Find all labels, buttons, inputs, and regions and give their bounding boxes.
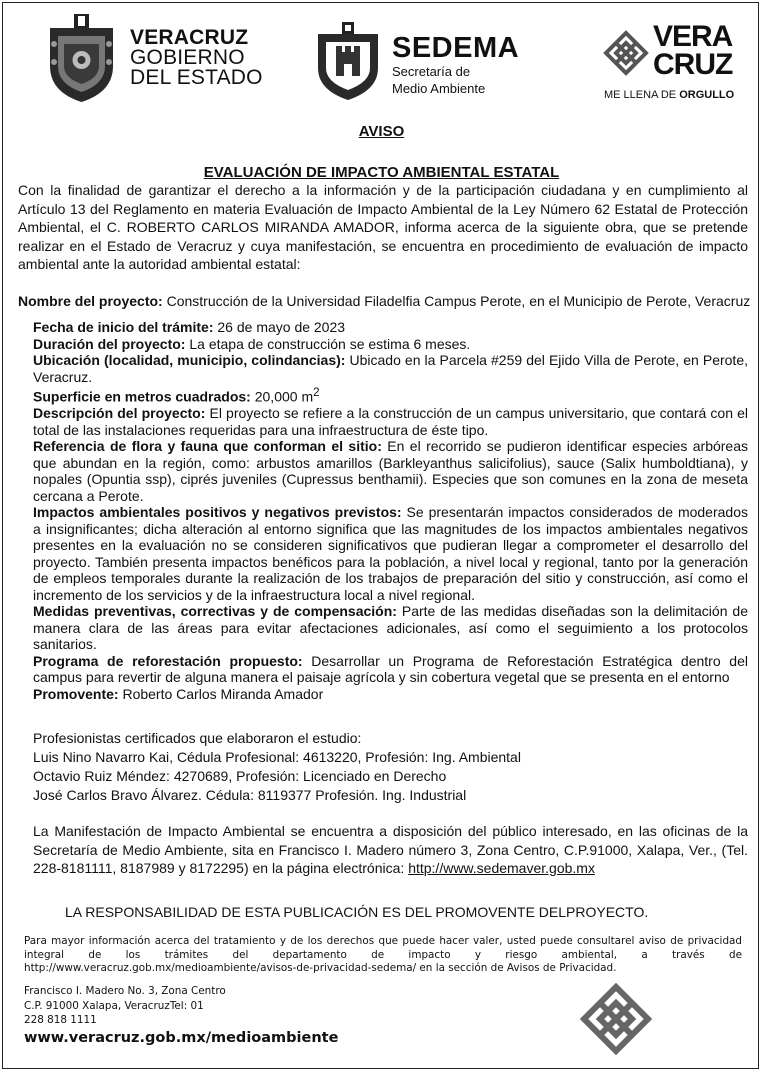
detail-label: Duración del proyecto: (33, 335, 186, 352)
slogan-prefix: ME LLENA DE (604, 89, 680, 101)
gobierno-line-1: VERACRUZ (130, 26, 249, 49)
detail-value: En el recorrido se pudieron identificar especies arbóreas que abundan en la región, como: arbustos amarillos (Barkleyanthus salicifolius), sauce (Salix humboldtiana), y nopales (Opuntia ssp), ciprés juveniles (Cupressus benthamii). Especies que son comunes en la zona de meseta cercana a Perote. (33, 438, 748, 504)
vera-line-2: CRUZ (653, 48, 733, 81)
detail-fecha (33, 319, 748, 336)
detail-label: Ubicación (localidad, municipio, colindancias): (33, 352, 346, 368)
detail-descripcion (33, 405, 748, 438)
project-name-value: Construcción de la Universidad Filadelfia Campus Perote, en el Municipio de Perote, Veracruz (162, 293, 751, 309)
project-details (33, 319, 748, 702)
intro-paragraph: Con la finalidad de garantizar el derecho a la información y de la participación ciudadana y en cumplimiento al Artículo 13 del Reglamento en materia Evaluación de Impacto Ambiental de la Ley Número 62 Estatal de Protección Ambiental, el C. ROBERTO CARLOS MIRANDA AMADOR, informa acerca de la siguiente obra, que se pretende realizar en el Estado de Veracruz y cuya manifestación, se encuentra en procedimiento de evaluación de impacto ambiental ante la autoridad ambiental estatal: (18, 182, 748, 272)
detail-superficie (33, 385, 748, 405)
detail-value: Se presentarán impactos considerados de moderados a insignificantes; dicha alteración al entorno significa que las magnitudes de los impactos ambientales negativos presentes en la evaluación no se consideren significativos que pudieran llegar a comprometer el desarrollo del proyecto. También presenta impactos benéficos para la población, a nivel local y regional, tanto por la generación de empleos temporales durante la realización de los trabajos de preparación del sitio y construcción, así como el incremento de los servicios y de la infraestructura local a nivel regional. (33, 504, 748, 603)
mia-text: La Manifestación de Impacto Ambiental se encuentra a disposición del público interesado, en las oficinas de la Secretaría de Medio Ambiente, sita en Francisco I. Madero número 3, Zona Centro, C.P.91000, Xalapa, Ver., (Tel. 228-8181111, 8187989 y 8172295) en la página electrónica: (33, 823, 748, 876)
detail-value: Parte de las medidas diseñadas son la delimitación de manera clara de las áreas para evitar afectaciones adicionales, así como el seguimiento a los protocolos sanitarios. (33, 603, 748, 653)
detail-label: Fecha de inicio del trámite: (33, 319, 214, 335)
detail-value: 26 de mayo de 2023 (213, 319, 346, 335)
footer-knot-logo (580, 983, 652, 1055)
detail-value: La etapa de construcción se estima 6 meses. (185, 335, 471, 352)
detail-reforestacion (33, 653, 748, 686)
profesionistas-heading: Profesionistas certificados que elaboraron el estudio: (33, 730, 362, 746)
veracruz-knot-logo (603, 30, 649, 76)
sedema-wordmark (392, 34, 519, 96)
project-name (18, 292, 763, 310)
sedema-shield-logo (314, 22, 382, 100)
evaluacion-heading: EVALUACIÓN DE IMPACTO AMBIENTAL ESTATAL (203, 164, 560, 181)
sedema-website-link[interactable]: http://www.sedemaver.gob.mx (408, 860, 595, 876)
footer-address (24, 984, 226, 1028)
profesionista-line: Luis Nino Navarro Kai, Cédula Profesional: 4613220, Profesión: Ing. Ambiental (33, 749, 521, 765)
detail-label: Medidas preventivas, correctivas y de compensación: (33, 603, 397, 620)
profesionistas-section (33, 729, 521, 805)
detail-label: Impactos ambientales positivos y negativos previstos: (33, 504, 402, 521)
mia-paragraph (33, 822, 748, 878)
sedema-sub-1: Secretaría de (392, 64, 471, 79)
detail-value: Desarrollar un Programa de Reforestación Estratégica dentro del campus para revertir de alguna manera el paisaje agrícola y sin cobertura vegetal que se presenta en el entorno (33, 652, 748, 686)
detail-label: Referencia de flora y fauna que conforman el sitio: (33, 438, 382, 455)
detail-label: Programa de reforestación propuesto: (33, 652, 303, 669)
veracruz-slogan (604, 89, 734, 101)
aviso-heading: AVISO (358, 123, 405, 140)
footer-address-line: 228 818 1111 (24, 1014, 97, 1026)
project-name-label: Nombre del proyecto: (18, 293, 163, 309)
detail-value: Roberto Carlos Miranda Amador (118, 685, 324, 702)
detail-impactos (33, 504, 748, 603)
responsabilidad-notice: LA RESPONSABILIDAD DE ESTA PUBLICACIÓN ES DEL PROMOVENTE DELPROYECTO. (65, 904, 649, 920)
detail-promovente (33, 686, 748, 703)
detail-value: 20,000 m (250, 388, 314, 405)
detail-label: Descripción del proyecto: (33, 405, 206, 422)
detail-value: Ubicado en la Parcela #259 del Ejido Villa de Perote, en Perote, Veracruz. (33, 352, 748, 385)
detail-value: El proyecto se refiere a la construcción de un campus universitario, que contará con el total de las instalaciones requeridas para una infraestructura de éste tipo. (33, 405, 748, 438)
gobierno-wordmark (130, 28, 263, 88)
footer-address-line: C.P. 91000 Xalapa, VeracruzTel: 01 (24, 999, 204, 1012)
detail-superscript: 2 (313, 386, 320, 399)
slogan-bold: ORGULLO (679, 89, 735, 101)
vera-line-1: VERA (653, 20, 733, 53)
footer-address-line: Francisco I. Madero No. 3, Zona Centro (24, 985, 226, 997)
sedema-title: SEDEMA (392, 32, 520, 64)
detail-label: Superficie en metros cuadrados: (33, 388, 251, 405)
sedema-sub-2: Medio Ambiente (392, 81, 486, 96)
profesionista-line: José Carlos Bravo Álvarez. Cédula: 8119377 Profesión. Ing. Industrial (33, 787, 467, 803)
gobierno-line-3: DEL ESTADO (130, 66, 263, 89)
gobierno-line-2: GOBIERNO (130, 46, 245, 69)
gobierno-shield-logo (44, 14, 119, 102)
header (0, 0, 763, 110)
footer-website: www.veracruz.gob.mx/medioambiente (24, 1030, 339, 1046)
detail-label: Promovente: (33, 685, 119, 702)
privacy-notice: Para mayor información acerca del tratamiento y de los derechos que puede hacer valer, usted puede consultarel aviso de privacidad integral de los trámites del departamento de impacto y riesgo ambiental, a través de http://www.veracruz.gob.mx/medioambiente/avisos-de-privacidad-sedema/ en la sección de Avisos de Privacidad. (24, 935, 742, 974)
detail-duracion (33, 336, 748, 353)
detail-flora-fauna (33, 438, 748, 504)
detail-medidas (33, 603, 748, 653)
veracruz-wordmark (653, 20, 733, 81)
profesionista-line: Octavio Ruiz Méndez: 4270689, Profesión: Licenciado en Derecho (33, 768, 447, 784)
detail-ubicacion (33, 352, 748, 385)
